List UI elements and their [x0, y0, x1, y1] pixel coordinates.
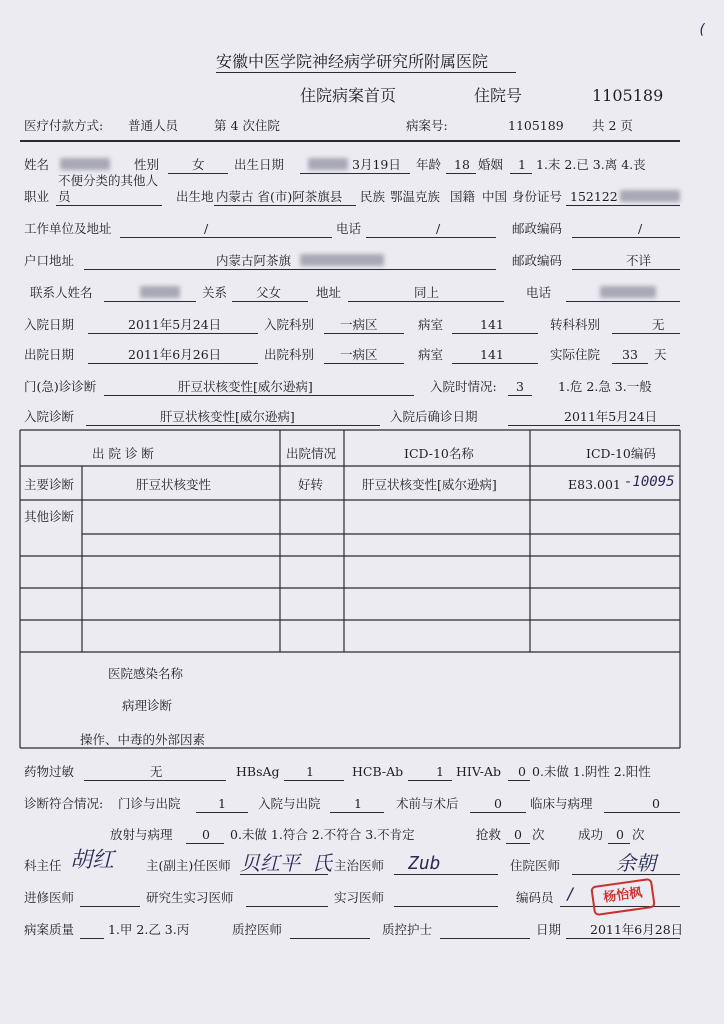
record-no: 1105189 [508, 118, 564, 133]
rad-underline [186, 843, 224, 844]
main-dx-value: 肝豆状核变性 [136, 477, 212, 492]
record-no-label: 病案号: [406, 118, 448, 133]
contact-phone-label: 电话 [526, 285, 552, 300]
qc-doctor-underline [290, 938, 370, 939]
residence-zip-value: 不详 [626, 253, 652, 268]
payment-label: 医疗付款方式: [24, 118, 104, 133]
dob-value: 3月19日 [352, 157, 401, 172]
sex-value: 女 [192, 157, 205, 172]
id-label: 身份证号 [512, 189, 563, 204]
table-header-icd-code: ICD-10编码 [586, 446, 656, 461]
quality-underline [80, 938, 104, 939]
rad-value: 0 [202, 827, 210, 842]
in-date-value: 2011年5月24日 [128, 317, 222, 332]
ward-label: 病室 [418, 317, 444, 332]
ad-label: 入院与出院 [258, 796, 321, 811]
nationality-value: 中国 [482, 189, 508, 204]
clin-underline [604, 812, 680, 813]
hospital-name: 安徽中医学院神经病学研究所附属医院 [216, 52, 489, 71]
payment-value: 普通人员 [128, 118, 179, 133]
outpatient-dx-label: 门(急)诊诊断 [24, 379, 97, 394]
ethnicity-value: 鄂温克族 [390, 189, 441, 204]
quality-label: 病案质量 [24, 922, 75, 937]
admission-no-label: 住院号 [474, 86, 523, 105]
corner-mark: ( [698, 22, 707, 38]
rad-label: 放射与病理 [110, 827, 173, 842]
intern-label: 实习医师 [334, 890, 385, 905]
success-value: 0 [616, 827, 624, 842]
op-underline [196, 812, 248, 813]
main-dx-label: 主要诊断 [24, 477, 75, 492]
main-icd-name: 肝豆状核变性[威尔逊病] [362, 477, 497, 492]
hcb-underline [408, 780, 452, 781]
rescue-unit: 次 [532, 827, 545, 842]
confirm-date: 2011年5月24日 [564, 409, 658, 424]
attending-label: 主治医师 [334, 858, 385, 873]
fellow-underline [80, 906, 140, 907]
attending-signature: Zub [408, 853, 441, 874]
contact-addr-label: 地址 [316, 285, 342, 300]
nationality-label: 国籍 [450, 189, 476, 204]
relation-value: 父女 [256, 285, 282, 300]
page-count: 共 2 页 [592, 118, 633, 133]
in-date-label: 入院日期 [24, 317, 75, 332]
hcb-value: 1 [436, 764, 444, 779]
allergy-value: 无 [150, 764, 163, 779]
id-value: 152122 [570, 189, 618, 204]
director-signature: 胡红 [70, 848, 115, 873]
allergy-label: 药物过敏 [24, 764, 75, 779]
rescue-value: 0 [514, 827, 522, 842]
age-value: 18 [454, 157, 470, 172]
zip-value: / [638, 221, 643, 236]
zip-label: 邮政编码 [512, 221, 563, 236]
coder-label: 编码员 [516, 890, 554, 905]
pathology-label: 病理诊断 [122, 698, 173, 713]
clin-label: 临床与病理 [530, 796, 593, 811]
success-label: 成功 [578, 827, 604, 842]
attending-underline [394, 874, 498, 875]
chief-signature: 贝红平 氏 [240, 851, 333, 875]
admission-count: 第 4 次住院 [214, 118, 280, 133]
hbsag-value: 1 [306, 764, 314, 779]
occupation-label: 职业 [24, 189, 50, 204]
contact-label: 联系人姓名 [30, 285, 93, 300]
employer-value: / [204, 221, 209, 236]
rescue-underline [506, 843, 530, 844]
rescue-label: 抢救 [476, 827, 502, 842]
table-header-icd-name: ICD-10名称 [404, 446, 474, 461]
labs-legend: 0.未做 1.阴性 2.阳性 [532, 764, 651, 779]
qc-nurse-underline [440, 938, 530, 939]
hiv-value: 0 [518, 764, 526, 779]
residence-label: 户口地址 [24, 253, 75, 268]
out-dept-value: 一病区 [340, 347, 378, 362]
chief-underline [240, 874, 328, 875]
injury-label: 操作、中毒的外部因素 [80, 732, 206, 747]
clin-value: 0 [652, 796, 660, 811]
occupation-value: 不便分类的其他人员 [58, 173, 159, 204]
resident-signature: 余朝 [616, 851, 656, 875]
op-value: 1 [218, 796, 226, 811]
days-unit: 天 [654, 347, 667, 362]
allergy-underline [84, 780, 226, 781]
quality-options: 1.甲 2.乙 3.丙 [108, 922, 190, 937]
table-header-status: 出院情况 [286, 446, 337, 461]
phone-value: / [436, 221, 441, 236]
age-label: 年龄 [416, 157, 442, 172]
rad-legend: 0.未做 1.符合 2.不符合 3.不肯定 [230, 827, 415, 842]
main-dx-status: 好转 [298, 477, 324, 492]
out-date-label: 出院日期 [24, 347, 75, 362]
ad-value: 1 [354, 796, 362, 811]
out-dept-label: 出院科别 [264, 347, 315, 362]
director-label: 科主任 [24, 858, 62, 873]
coder-signature: / [566, 884, 576, 903]
quality-date: 2011年6月28日 [590, 922, 684, 937]
marriage-options: 1.末 2.已 3.离 4.丧 [536, 157, 646, 172]
ward2-label: 病室 [418, 347, 444, 362]
contact-addr-value: 同上 [414, 285, 440, 300]
ward-value: 141 [480, 317, 504, 332]
intern-underline [394, 906, 498, 907]
main-icd-handwritten: -10095 [624, 474, 675, 490]
success-underline [608, 843, 630, 844]
sex-label: 性别 [134, 157, 160, 172]
success-unit: 次 [632, 827, 645, 842]
ward2-value: 141 [480, 347, 504, 362]
table-header-dx: 出 院 诊 断 [92, 446, 154, 461]
transfer-value: 无 [652, 317, 665, 332]
ethnicity-label: 民族 [360, 189, 386, 204]
hiv-label: HIV-Ab [456, 764, 501, 779]
ad-underline [330, 812, 384, 813]
qc-doctor-label: 质控医师 [232, 922, 283, 937]
infection-label: 医院感染名称 [108, 666, 184, 681]
in-dept-value: 一病区 [340, 317, 378, 332]
pre-underline [470, 812, 526, 813]
pre-value: 0 [494, 796, 502, 811]
chief-label: 主(副主)任医师 [146, 858, 231, 873]
hbsag-underline [284, 780, 344, 781]
other-dx-label: 其他诊断 [24, 509, 75, 524]
marriage-label: 婚姻 [478, 157, 504, 172]
name-label: 姓名 [24, 157, 50, 172]
residence-zip-label: 邮政编码 [512, 253, 563, 268]
quality-date-label: 日期 [536, 922, 562, 937]
relation-label: 关系 [202, 285, 228, 300]
employer-label: 工作单位及地址 [24, 221, 112, 236]
outpatient-dx-value: 肝豆状核变性[威尔逊病] [178, 379, 313, 394]
condition-options: 1.危 2.急 3.一般 [558, 379, 652, 394]
days-value: 33 [622, 347, 638, 362]
dob-label: 出生日期 [234, 157, 285, 172]
days-label: 实际住院 [550, 347, 601, 362]
concordance-label: 诊断符合情况: [24, 796, 104, 811]
birthplace-label: 出生地 [176, 189, 214, 204]
hbsag-label: HBsAg [236, 764, 280, 779]
residence-value: 内蒙古阿茶旗 [216, 253, 292, 268]
fellow-label: 进修医师 [24, 890, 75, 905]
transfer-label: 转科科别 [550, 317, 601, 332]
qc-nurse-label: 质控护士 [382, 922, 433, 937]
out-date-value: 2011年6月26日 [128, 347, 222, 362]
admit-dx-value: 肝豆状核变性[威尔逊病] [160, 409, 295, 424]
form-title: 住院病案首页 [300, 86, 397, 105]
phone-label: 电话 [336, 221, 362, 236]
grad-label: 研究生实习医师 [146, 890, 234, 905]
hiv-underline [508, 780, 530, 781]
quality-date-underline [566, 938, 680, 939]
admission-no: 1105189 [592, 86, 664, 105]
resident-underline [572, 874, 680, 875]
op-label: 门诊与出院 [118, 796, 181, 811]
in-dept-label: 入院科别 [264, 317, 315, 332]
pre-label: 术前与术后 [396, 796, 459, 811]
hcb-label: HCB-Ab [352, 764, 404, 779]
birthplace-value: 内蒙古 省(市)阿茶旗县 [216, 189, 343, 204]
condition-value: 3 [516, 379, 524, 394]
grad-underline [246, 906, 328, 907]
main-icd-code: E83.001 [568, 477, 621, 492]
admit-dx-label: 入院诊断 [24, 409, 75, 424]
coder-stamp: 杨怡枫 [590, 878, 656, 916]
marriage-value: 1 [518, 157, 526, 172]
resident-label: 住院医师 [510, 858, 561, 873]
confirm-label: 入院后确诊日期 [390, 409, 478, 424]
condition-label: 入院时情况: [430, 379, 497, 394]
